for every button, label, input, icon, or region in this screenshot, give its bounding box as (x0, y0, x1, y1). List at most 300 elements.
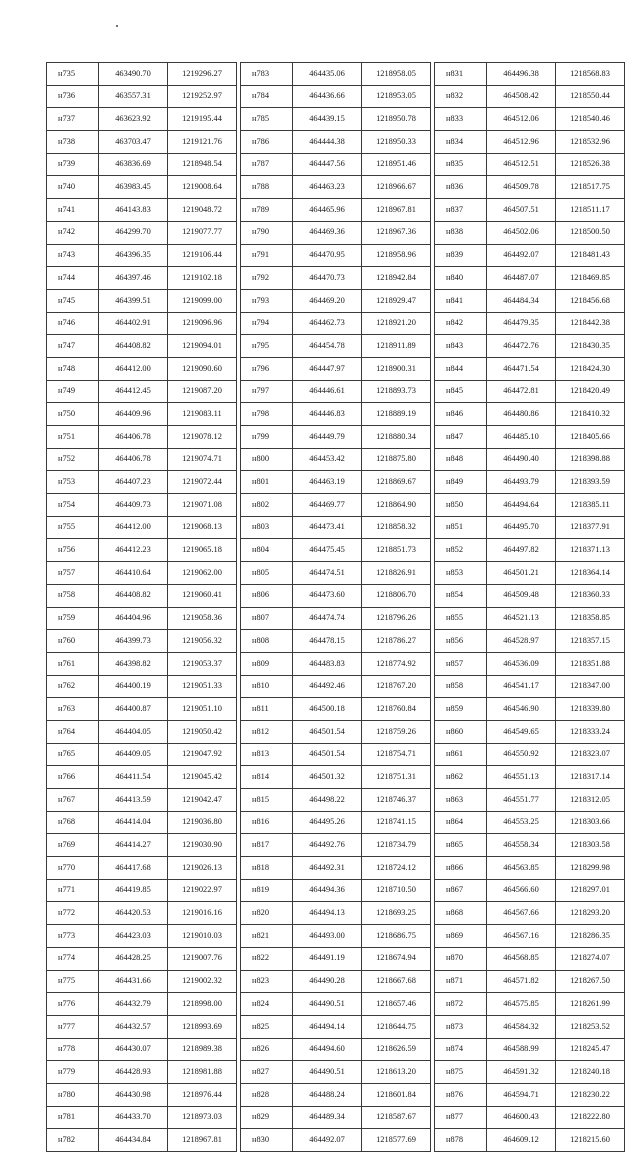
point-id: н806 (241, 584, 293, 607)
x-coordinate: 464407.23 (99, 471, 168, 494)
y-coordinate: 1219072.44 (168, 471, 237, 494)
point-id: н842 (435, 312, 487, 335)
point-id: н763 (47, 698, 99, 721)
x-coordinate: 464494.13 (293, 902, 362, 925)
x-coordinate: 464411.54 (99, 766, 168, 789)
table-row (47, 766, 237, 789)
x-coordinate: 464396.35 (99, 244, 168, 267)
x-coordinate: 464417.68 (99, 857, 168, 880)
point-id: н770 (47, 857, 99, 880)
point-id: н873 (435, 1015, 487, 1038)
x-coordinate: 464404.96 (99, 607, 168, 630)
table-row (241, 289, 431, 312)
x-coordinate: 464472.76 (487, 335, 556, 358)
x-coordinate: 464404.05 (99, 720, 168, 743)
point-id: н847 (435, 426, 487, 449)
table-row (241, 970, 431, 993)
x-coordinate: 464528.97 (487, 630, 556, 653)
y-coordinate: 1218950.78 (362, 108, 431, 131)
point-id: н807 (241, 607, 293, 630)
x-coordinate: 464502.06 (487, 221, 556, 244)
point-id: н757 (47, 562, 99, 585)
y-coordinate: 1219051.10 (168, 698, 237, 721)
point-id: н751 (47, 426, 99, 449)
table-row (47, 244, 237, 267)
point-id: н796 (241, 357, 293, 380)
point-id: н741 (47, 199, 99, 222)
y-coordinate: 1219010.03 (168, 925, 237, 948)
x-coordinate: 464501.21 (487, 562, 556, 585)
table-row (241, 925, 431, 948)
table-row (241, 834, 431, 857)
coordinates-sheet (46, 62, 625, 1152)
x-coordinate: 464600.43 (487, 1106, 556, 1129)
y-coordinate: 1218880.34 (362, 426, 431, 449)
x-coordinate: 464512.51 (487, 153, 556, 176)
x-coordinate: 464491.19 (293, 947, 362, 970)
y-coordinate: 1218550.44 (556, 85, 625, 108)
table-row (241, 879, 431, 902)
y-coordinate: 1218351.88 (556, 652, 625, 675)
y-coordinate: 1218267.50 (556, 970, 625, 993)
y-coordinate: 1218734.79 (362, 834, 431, 857)
point-id: н874 (435, 1038, 487, 1061)
x-coordinate: 464469.20 (293, 289, 362, 312)
x-coordinate: 464553.25 (487, 811, 556, 834)
table-row (435, 403, 625, 426)
y-coordinate: 1219252.97 (168, 85, 237, 108)
point-id: н800 (241, 448, 293, 471)
point-id: н754 (47, 494, 99, 517)
x-coordinate: 464398.82 (99, 652, 168, 675)
point-id: н808 (241, 630, 293, 653)
x-coordinate: 464493.00 (293, 925, 362, 948)
table-row (241, 380, 431, 403)
x-coordinate: 464494.36 (293, 879, 362, 902)
x-coordinate: 464428.25 (99, 947, 168, 970)
table-row (47, 199, 237, 222)
x-coordinate: 464397.46 (99, 267, 168, 290)
table-row (47, 811, 237, 834)
x-coordinate: 464485.10 (487, 426, 556, 449)
x-coordinate: 464478.15 (293, 630, 362, 653)
table-row (47, 925, 237, 948)
table-row (47, 743, 237, 766)
y-coordinate: 1219045.42 (168, 766, 237, 789)
y-coordinate: 1219106.44 (168, 244, 237, 267)
table-row (435, 720, 625, 743)
point-id: н775 (47, 970, 99, 993)
x-coordinate: 464551.77 (487, 789, 556, 812)
point-id: н744 (47, 267, 99, 290)
x-coordinate: 464470.73 (293, 267, 362, 290)
x-coordinate: 464563.85 (487, 857, 556, 880)
table-row (47, 471, 237, 494)
x-coordinate: 464423.03 (99, 925, 168, 948)
table-row (435, 630, 625, 653)
point-id: н813 (241, 743, 293, 766)
point-id: н870 (435, 947, 487, 970)
x-coordinate: 464419.85 (99, 879, 168, 902)
y-coordinate: 1218858.32 (362, 516, 431, 539)
point-id: н819 (241, 879, 293, 902)
x-coordinate: 464492.07 (293, 1129, 362, 1152)
y-coordinate: 1218540.46 (556, 108, 625, 131)
point-id: н795 (241, 335, 293, 358)
table-row (47, 448, 237, 471)
point-id: н743 (47, 244, 99, 267)
x-coordinate: 464494.60 (293, 1038, 362, 1061)
y-coordinate: 1218667.68 (362, 970, 431, 993)
x-coordinate: 464490.40 (487, 448, 556, 471)
table-row (241, 811, 431, 834)
point-id: н831 (435, 63, 487, 86)
table-row (435, 380, 625, 403)
point-id: н839 (435, 244, 487, 267)
point-id: н765 (47, 743, 99, 766)
table-row (241, 516, 431, 539)
table-row (435, 289, 625, 312)
x-coordinate: 464463.19 (293, 471, 362, 494)
point-id: н750 (47, 403, 99, 426)
y-coordinate: 1218967.81 (168, 1129, 237, 1152)
x-coordinate: 464571.82 (487, 970, 556, 993)
point-id: н783 (241, 63, 293, 86)
y-coordinate: 1218674.94 (362, 947, 431, 970)
table-row (241, 607, 431, 630)
table-row (47, 834, 237, 857)
y-coordinate: 1218942.84 (362, 267, 431, 290)
x-coordinate: 464469.36 (293, 221, 362, 244)
y-coordinate: 1218693.25 (362, 902, 431, 925)
point-id: н766 (47, 766, 99, 789)
point-id: н799 (241, 426, 293, 449)
x-coordinate: 464507.51 (487, 199, 556, 222)
table-row (47, 539, 237, 562)
table-row (47, 131, 237, 154)
point-id: н802 (241, 494, 293, 517)
point-id: н815 (241, 789, 293, 812)
x-coordinate: 464409.73 (99, 494, 168, 517)
x-coordinate: 464470.95 (293, 244, 362, 267)
y-coordinate: 1218958.96 (362, 244, 431, 267)
point-id: н747 (47, 335, 99, 358)
x-coordinate: 464414.04 (99, 811, 168, 834)
y-coordinate: 1218405.66 (556, 426, 625, 449)
point-id: н746 (47, 312, 99, 335)
y-coordinate: 1219051.33 (168, 675, 237, 698)
y-coordinate: 1218240.18 (556, 1061, 625, 1084)
point-id: н805 (241, 562, 293, 585)
x-coordinate: 464549.65 (487, 720, 556, 743)
point-id: н791 (241, 244, 293, 267)
x-coordinate: 464400.19 (99, 675, 168, 698)
table-row (47, 902, 237, 925)
table-row (241, 743, 431, 766)
y-coordinate: 1218347.00 (556, 675, 625, 698)
x-coordinate: 464449.79 (293, 426, 362, 449)
table-row (241, 1106, 431, 1129)
table-row (241, 176, 431, 199)
y-coordinate: 1218568.83 (556, 63, 625, 86)
x-coordinate: 464521.13 (487, 607, 556, 630)
y-coordinate: 1218760.84 (362, 698, 431, 721)
y-coordinate: 1218333.24 (556, 720, 625, 743)
y-coordinate: 1219121.76 (168, 131, 237, 154)
x-coordinate: 464473.60 (293, 584, 362, 607)
y-coordinate: 1219056.32 (168, 630, 237, 653)
table-row (241, 902, 431, 925)
point-id: н860 (435, 720, 487, 743)
coordinates-table-2 (240, 62, 431, 1152)
y-coordinate: 1218420.49 (556, 380, 625, 403)
x-coordinate: 464501.32 (293, 766, 362, 789)
y-coordinate: 1218966.67 (362, 176, 431, 199)
table-row (47, 1038, 237, 1061)
y-coordinate: 1218951.46 (362, 153, 431, 176)
point-id: н736 (47, 85, 99, 108)
y-coordinate: 1218724.12 (362, 857, 431, 880)
point-id: н790 (241, 221, 293, 244)
x-coordinate: 464408.82 (99, 335, 168, 358)
table-row (241, 652, 431, 675)
table-row (47, 1015, 237, 1038)
y-coordinate: 1218430.35 (556, 335, 625, 358)
point-id: н773 (47, 925, 99, 948)
table-row (241, 221, 431, 244)
x-coordinate: 464454.78 (293, 335, 362, 358)
y-coordinate: 1218657.46 (362, 993, 431, 1016)
x-coordinate: 464446.61 (293, 380, 362, 403)
table-row (435, 789, 625, 812)
point-id: н830 (241, 1129, 293, 1152)
point-id: н864 (435, 811, 487, 834)
y-coordinate: 1219053.37 (168, 652, 237, 675)
y-coordinate: 1218911.89 (362, 335, 431, 358)
x-coordinate: 464465.96 (293, 199, 362, 222)
table-row (47, 494, 237, 517)
x-coordinate: 464609.12 (487, 1129, 556, 1152)
point-id: н869 (435, 925, 487, 948)
x-coordinate: 464493.79 (487, 471, 556, 494)
point-id: н835 (435, 153, 487, 176)
y-coordinate: 1218950.33 (362, 131, 431, 154)
point-id: н817 (241, 834, 293, 857)
point-id: н845 (435, 380, 487, 403)
table-row (435, 1038, 625, 1061)
table-row (241, 1038, 431, 1061)
x-coordinate: 464462.73 (293, 312, 362, 335)
table-row (435, 267, 625, 290)
x-coordinate: 464475.45 (293, 539, 362, 562)
x-coordinate: 464498.22 (293, 789, 362, 812)
table-row (47, 1106, 237, 1129)
scan-speck (116, 25, 118, 27)
point-id: н792 (241, 267, 293, 290)
table-row (435, 108, 625, 131)
point-id: н774 (47, 947, 99, 970)
point-id: н859 (435, 698, 487, 721)
x-coordinate: 464412.00 (99, 357, 168, 380)
point-id: н846 (435, 403, 487, 426)
table-row (435, 1129, 625, 1152)
y-coordinate: 1218686.75 (362, 925, 431, 948)
y-coordinate: 1218893.73 (362, 380, 431, 403)
table-row (435, 85, 625, 108)
y-coordinate: 1218746.37 (362, 789, 431, 812)
table-row (47, 857, 237, 880)
table-row (47, 403, 237, 426)
x-coordinate: 464434.84 (99, 1129, 168, 1152)
y-coordinate: 1219058.36 (168, 607, 237, 630)
point-id: н854 (435, 584, 487, 607)
x-coordinate: 464471.54 (487, 357, 556, 380)
table-row (241, 1083, 431, 1106)
point-id: н809 (241, 652, 293, 675)
y-coordinate: 1218245.47 (556, 1038, 625, 1061)
x-coordinate: 464558.34 (487, 834, 556, 857)
table-row (47, 789, 237, 812)
x-coordinate: 464492.46 (293, 675, 362, 698)
table-row (47, 176, 237, 199)
point-id: н834 (435, 131, 487, 154)
table-row (435, 902, 625, 925)
y-coordinate: 1219026.13 (168, 857, 237, 880)
y-coordinate: 1219068.13 (168, 516, 237, 539)
point-id: н756 (47, 539, 99, 562)
table-row (435, 743, 625, 766)
point-id: н737 (47, 108, 99, 131)
y-coordinate: 1219042.47 (168, 789, 237, 812)
x-coordinate: 464591.32 (487, 1061, 556, 1084)
table-row (241, 244, 431, 267)
point-id: н818 (241, 857, 293, 880)
table-row (435, 993, 625, 1016)
y-coordinate: 1218976.44 (168, 1083, 237, 1106)
x-coordinate: 464402.91 (99, 312, 168, 335)
table-row (47, 947, 237, 970)
y-coordinate: 1219062.00 (168, 562, 237, 585)
y-coordinate: 1218299.98 (556, 857, 625, 880)
point-id: н761 (47, 652, 99, 675)
table-row (241, 471, 431, 494)
table-row (435, 153, 625, 176)
point-id: н832 (435, 85, 487, 108)
y-coordinate: 1219094.01 (168, 335, 237, 358)
y-coordinate: 1218424.30 (556, 357, 625, 380)
x-coordinate: 464501.54 (293, 743, 362, 766)
table-row (435, 448, 625, 471)
x-coordinate: 464492.31 (293, 857, 362, 880)
point-id: н823 (241, 970, 293, 993)
table-row (241, 403, 431, 426)
x-coordinate: 464490.51 (293, 993, 362, 1016)
y-coordinate: 1219050.42 (168, 720, 237, 743)
x-coordinate: 464588.99 (487, 1038, 556, 1061)
x-coordinate: 464432.57 (99, 1015, 168, 1038)
table-row (435, 199, 625, 222)
point-id: н877 (435, 1106, 487, 1129)
x-coordinate: 464433.70 (99, 1106, 168, 1129)
y-coordinate: 1218796.26 (362, 607, 431, 630)
x-coordinate: 464474.51 (293, 562, 362, 585)
x-coordinate: 464546.90 (487, 698, 556, 721)
x-coordinate: 464409.05 (99, 743, 168, 766)
point-id: н861 (435, 743, 487, 766)
x-coordinate: 464500.18 (293, 698, 362, 721)
x-coordinate: 464444.38 (293, 131, 362, 154)
y-coordinate: 1218215.60 (556, 1129, 625, 1152)
table-row (241, 630, 431, 653)
table-row (47, 630, 237, 653)
y-coordinate: 1218222.80 (556, 1106, 625, 1129)
x-coordinate: 464487.07 (487, 267, 556, 290)
table-row (47, 1129, 237, 1152)
y-coordinate: 1218230.22 (556, 1083, 625, 1106)
y-coordinate: 1218297.01 (556, 879, 625, 902)
table-row (47, 1083, 237, 1106)
y-coordinate: 1219048.72 (168, 199, 237, 222)
table-row (435, 698, 625, 721)
point-id: н856 (435, 630, 487, 653)
x-coordinate: 464494.64 (487, 494, 556, 517)
x-coordinate: 464409.96 (99, 403, 168, 426)
table-row (241, 789, 431, 812)
table-row (47, 312, 237, 335)
point-id: н760 (47, 630, 99, 653)
x-coordinate: 464436.66 (293, 85, 362, 108)
point-id: н833 (435, 108, 487, 131)
x-coordinate: 464501.54 (293, 720, 362, 743)
point-id: н868 (435, 902, 487, 925)
table-row (47, 108, 237, 131)
x-coordinate: 464463.23 (293, 176, 362, 199)
table-row (435, 335, 625, 358)
y-coordinate: 1218286.35 (556, 925, 625, 948)
table-row (241, 426, 431, 449)
point-id: н781 (47, 1106, 99, 1129)
point-id: н824 (241, 993, 293, 1016)
y-coordinate: 1218303.66 (556, 811, 625, 834)
y-coordinate: 1218864.90 (362, 494, 431, 517)
point-id: н768 (47, 811, 99, 834)
x-coordinate: 464568.85 (487, 947, 556, 970)
table-row (435, 471, 625, 494)
x-coordinate: 464406.78 (99, 448, 168, 471)
table-row (435, 244, 625, 267)
x-coordinate: 464494.14 (293, 1015, 362, 1038)
point-id: н755 (47, 516, 99, 539)
point-id: н804 (241, 539, 293, 562)
y-coordinate: 1219030.90 (168, 834, 237, 857)
table-row (435, 947, 625, 970)
x-coordinate: 463623.92 (99, 108, 168, 131)
x-coordinate: 463703.47 (99, 131, 168, 154)
x-coordinate: 464536.09 (487, 652, 556, 675)
y-coordinate: 1219099.00 (168, 289, 237, 312)
x-coordinate: 464400.87 (99, 698, 168, 721)
table-row (47, 584, 237, 607)
x-coordinate: 464447.97 (293, 357, 362, 380)
x-coordinate: 463983.45 (99, 176, 168, 199)
point-id: н758 (47, 584, 99, 607)
y-coordinate: 1218442.38 (556, 312, 625, 335)
table-row (241, 108, 431, 131)
point-id: н745 (47, 289, 99, 312)
table-row (435, 584, 625, 607)
x-coordinate: 464412.23 (99, 539, 168, 562)
table-row (435, 357, 625, 380)
